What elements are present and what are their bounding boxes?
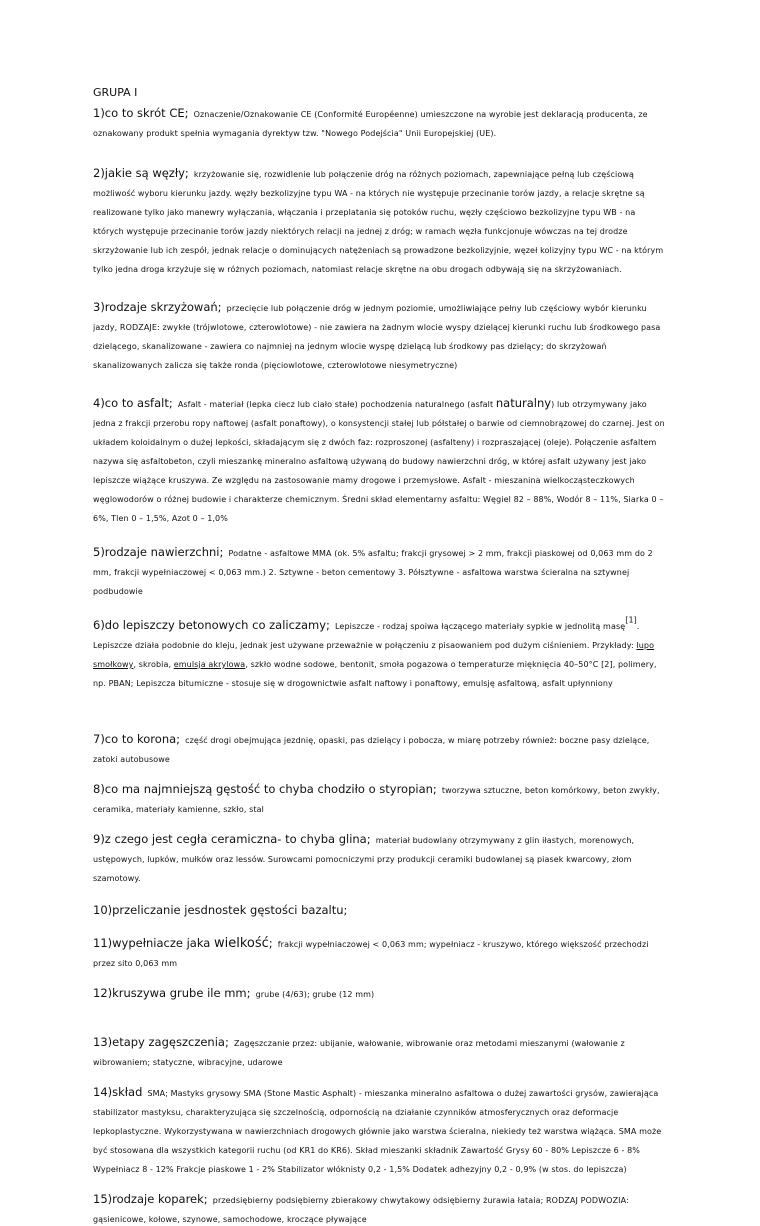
question-heading: 3)rodzaje skrzyżowań; [93,300,222,314]
question-heading: 12)kruszywa grube ile mm; [93,986,251,1000]
question-heading: 6)do lepiszczy betonowych co zaliczamy; [93,618,330,632]
question-heading: 11)wypełniacze jaka [93,936,214,950]
question-answer-part: Lepiszcze - rodzaj spoiwa łączącego materiały sypkie w jednolitą masę [335,622,626,631]
question-6 [93,614,667,690]
question-answer-part: , skrobia, [133,660,174,669]
footnote-ref[interactable]: [1] [625,615,637,625]
question-heading: 9)z czego jest cegła ceramiczna- to chyba glina; [93,832,371,846]
question-answer-part: ) lub otrzymywany jako jedna z frakcji przerobu ropy naftowej (asfalt ponaftowy), o konsystencji stałej lub półstałej o barwie od ciemnobrązowej do czarnej. Jest on układem koloidalnym o dużej lepkości, składającym się z dwóch faz: rozproszonej (asfalteny) i rozpraszającej (oleje). Połączenie asfaltem nazywa się asfaltobeton, czyli mieszankę mineralno asfaltową używaną do budowy nawierzchni dróg, w której asfalt używany jest jako lepiszcze wiążące kruszywa. Ze względu na zastosowanie mamy drogowe i przemysłowe. Asfalt - mieszanina wielkocząsteczkowych węglowodorów o różnej budowie i charakterze chemicznym. Średni skład elementarny asfaltu: Węgiel 82 – 88%, Wodór 8 – 11%, Siarka 0 – 6%, Tlen 0 – 1,5%, Azot 0 – 1,0% [93,400,665,523]
question-10 [93,899,667,918]
question-heading: 4)co to asfalt; [93,396,173,410]
question-heading: 2)jakie są węzły; [93,166,189,180]
question-answer: SMA; Mastyks grysowy SMA (Stone Mastic Asphalt) - mieszanka mineralno asfaltowa o dużej zawartości grysów, zawierająca stabilizator mastyksu, charakteryzująca się szczelnością, odpornością na działanie czynników atmosferycznych oraz deformacje lepkoplastyczne. Wykorzystywana w nawierzchniach drogowych głównie jako warstwa ścieralna, niekiedy też warstwa wiążąca. SMA może być stosowana dla wszystkich kategorii ruchu (od KR1 do KR6). Skład mieszanki składnik Zawartość Grysy 60 - 80% Lepiszcze 6 - 8% Wypełniacz 8 - 12% Frakcje piaskowe 1 - 2% Stabilizator włóknisty 0,2 - 1,5% Dodatek adhezyjny 0,2 - 0,9% (w stos. do lepiszcza) [93,1089,662,1174]
question-heading: ; [268,936,273,950]
question-answer: przecięcie lub połączenie dróg w jednym poziomie, umożliwiające pełny lub częściowy wybór kierunku jazdy, RODZAJE: zwykłe (trójwlotowe, czterowlotowe) - nie zawiera na żadnym wlocie wyspy dzielącej kierunki ruchu lub środkowego pasa dzielącego, skanalizowane - zawiera co najmniej na jednym wlocie wyspę dzielącą lub środkowy pas dzielący; do skrzyżowań skanalizowanych zalicza się także ronda (pięciowlotowe, czterowlotowe niesymetryczne) [93,304,661,370]
group-title: GRUPA I [93,86,138,99]
question-answer-part: Asfalt - materiał (lepka ciecz lub ciało stałe) pochodzenia naturalnego (asfalt [177,400,496,409]
emphasized-word: naturalny [495,396,552,410]
question-answer: frakcji wypełniaczowej < 0,063 mm; wypełniacz - kruszywo, którego większość przechodzi przez sito 0,063 mm [93,940,649,968]
question-answer: Podatne - asfaltowe MMA (ok. 5% asfaltu; frakcji grysowej > 2 mm, frakcji piaskowej od 0,063 mm do 2 mm, frakcji wypełniaczowej < 0,063 mm.) 2. Sztywne - beton cementowy 3. Półsztywne - asfaltowa warstwa ścieralna na sztywnej podbudowie [93,549,653,596]
question-heading-emphasis: wielkość [214,936,269,951]
question-3 [93,296,667,372]
document-page [93,86,667,1226]
question-heading: 13)etapy zagęszczenia; [93,1035,229,1049]
question-answer: część drogi obejmująca jezdnię, opaski, pas dzielący i pobocza, w miarę potrzeby również: boczne pasy dzielące, zatoki autobusowe [93,736,650,764]
question-12 [93,982,667,1001]
question-13 [93,1031,667,1069]
question-2 [93,162,667,276]
question-answer: materiał budowlany otrzymywany z glin iłastych, morenowych, ustępowych, lupków, mułków oraz lessów. Surowcami pomocniczymi przy produkcji ceramiki budowlanej są piasek kwarcowy, złom szamotowy. [93,836,635,883]
question-answer-part: . Lepiszcze działa podobnie do kleju, jednak jest używane przeważnie w połączeniu z pisaowaniem pod dużym ciśnieniem. Przykłady: [93,622,640,650]
question-7 [93,728,667,766]
link-term[interactable]: lupo smołkowy [93,641,655,669]
question-heading: 7)co to korona; [93,732,181,746]
question-1 [93,102,667,140]
question-5 [93,541,667,598]
question-answer: Oznaczenie/Oznakowanie CE (Conformité Européenne) umieszczone na wyrobie jest deklaracją producenta, ze oznakowany produkt spełnia wymagania dyrektyw tzw. "Nowego Podejścia" Unii Europejskiej (UE). [93,110,648,138]
question-answer: grube (4/63); grube (12 mm) [255,990,375,999]
question-heading: 5)rodzaje nawierzchni; [93,545,224,559]
question-9 [93,828,667,885]
question-14 [93,1081,667,1176]
question-answer: krzyżowanie się, rozwidlenie lub połączenie dróg na różnych poziomach, zapewniające pełną lub częściową możliwość wyboru kierunku jazdy. węzły bezkolizyjne typu WA - na których nie występuje przecinanie torów jazdy, a relacje skrętne są realizowane tylko jako manewry wyłączania, włączania i przeplatania się potoków ruchu, węzły częściowo bezkolizyjne typu WB - na których występuje przecinanie torów jazdy niektórych relacji na jednej z dróg; w ramach węzła funkcjonuje wówczas na tej drodze skrzyżowanie lub ich zespół, jednak relacje o dominujących natężeniach są prowadzone bezkolizyjnie, węzeł kolizyjny typu WC - na którym tylko jedna droga krzyżuje się w różnych poziomach, natomiast relacje skrętne na obu drogach odbywają się na skrzyżowaniach. [93,170,664,274]
question-answer: przedsiębierny podsiębierny zbierakowy chwytakowy odsiębierny żurawia łataia; RODZAJ PODWOZIA: gąsienicowe, kołowe, szynowe, samochodowe, kroczące pływające [93,1196,629,1224]
question-4 [93,392,667,525]
question-heading: 8)co ma najmniejszą gęstość to chyba chodziło o styropian; [93,782,437,796]
question-8 [93,778,667,816]
question-heading: 14)skład [93,1085,143,1099]
question-heading: 15)rodzaje koparek; [93,1192,208,1206]
question-15 [93,1188,667,1226]
link-term[interactable]: emulsja akrylowa [173,660,246,669]
question-11 [93,932,667,970]
question-heading: 10)przeliczanie jesdnostek gęstości bazaltu; [93,903,348,917]
question-heading: 1)co to skrót CE; [93,106,189,120]
question-answer: Zagęszczanie przez: ubijanie, wałowanie, wibrowanie oraz metodami mieszanymi (wałowanie z wibrowaniem; statyczne, wibracyjne, udarowe [93,1039,625,1067]
question-answer: tworzywa sztuczne, beton komórkowy, beton zwykły, ceramika, materiały kamienne, szkło, stal [93,786,660,814]
question-answer-part: , szkło wodne sodowe, bentonit, smoła pogazowa o temperaturze mięknięcia 40–50°C [2], polimery, np. PBAN; Lepiszcza bitumiczne - stosuje się w drogownictwie asfalt naftowy i ponaftowy, emulsję asfaltową, asfalt upłynniony [93,660,657,688]
